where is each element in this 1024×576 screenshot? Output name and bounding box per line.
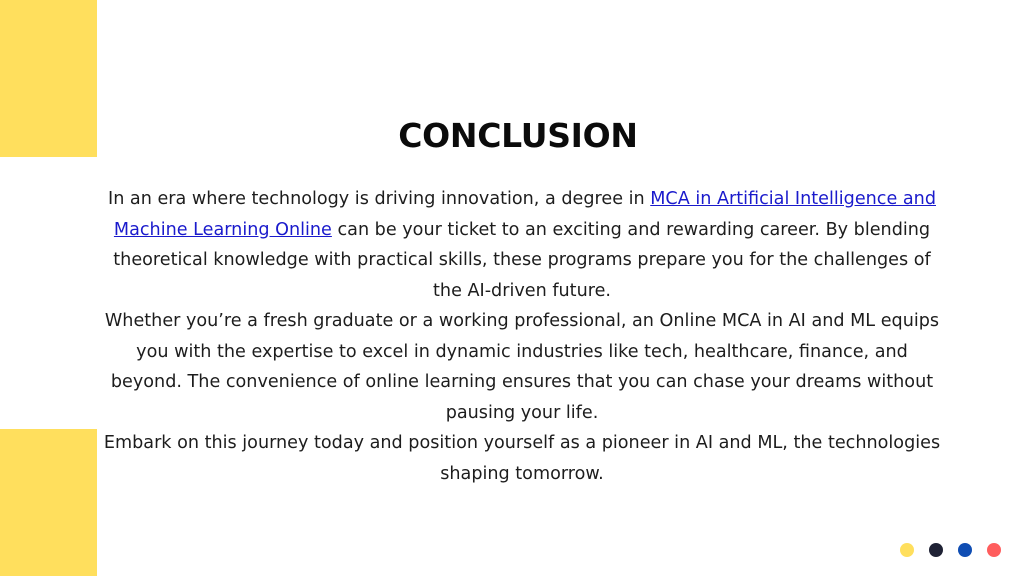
conclusion-body — [100, 184, 944, 489]
dot-yellow — [900, 543, 914, 557]
paragraph-call-to-action: Embark on this journey today and position yourself as a pioneer in AI and ML, the technologies shaping tomorrow. — [103, 433, 941, 484]
dot-blue — [958, 543, 972, 557]
paragraph-intro-lead: In an era where technology is driving innovation, a degree in — [108, 189, 651, 209]
dot-red — [987, 543, 1001, 557]
accent-block-bottom — [0, 429, 97, 576]
dot-navy — [929, 543, 943, 557]
slide-title: CONCLUSION — [398, 116, 638, 155]
paragraph-audience: Whether you’re a fresh graduate or a working professional, an Online MCA in AI and ML equips you with the expertise to excel in dynamic industries like tech, healthcare, finance, and beyond. The convenience of online learning ensures that you can chase your dreams without pausing your life. — [104, 311, 940, 423]
mca-ai-ml-link[interactable]: MCA in Artificial Intelligence and Machine Learning Online — [113, 189, 936, 240]
paragraph-intro — [100, 184, 944, 306]
paragraph-intro-rest: can be your ticket to an exciting and rewarding career. By blending theoretical knowledge with practical skills, these programs prepare you for the challenges of the AI-driven future. — [113, 219, 931, 301]
decorative-dots — [900, 543, 1001, 559]
